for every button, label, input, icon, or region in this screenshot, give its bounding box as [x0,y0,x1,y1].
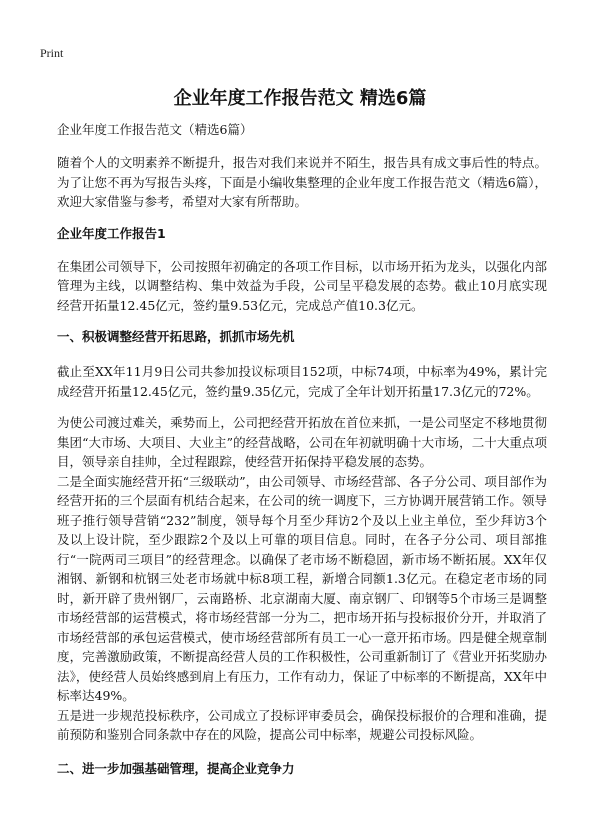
report1-intro-paragraph: 在集团公司领导下，公司按照年初确定的各项工作目标，以市场开拓为龙头，以强化内部管理为主线，以调整结构、集中效益为手段，公司呈平稳发展的态势。截止10月底实现经营开拓量12.45亿元，签约量9.53亿元，完成总产值10.3亿元。 [57,258,547,313]
section1-heading: 一、积极调整经营开拓思路，抓抓市场先机 [57,329,295,344]
section2-heading: 二、进一步加强基础管理，提高企业竞争力 [57,760,295,776]
intro-paragraph: 随着个人的文明素养不断提升，报告对我们来说并不陌生，报告具有成文事后性的特点。为了让您不再为写报告头疼，下面是小编收集整理的企业年度工作报告范文（精选6篇），欢迎大家借鉴与参考，希望对大家有所帮助。 [57,155,547,209]
article-body [57,120,547,792]
report1-heading: 企业年度工作报告1 [57,225,166,241]
section1-paragraph-1: 截止至XX年11月9日公司共参加投议标项目152项，中标74项，中标率为49%，累计完成经营开拓量12.45亿元，签约量9.35亿元，完成了全年计划开拓量17.3亿元的72%。 [57,364,547,399]
section1-paragraph-2-line-2: 二是全面实施经营开拓“三级联动”，由公司领导、市场经营部、各子分公司、项目部作为经营开拓的三个层面有机结合起来，在公司的统一调度下，三方协调开展营销工作。领导班子推行领导营销“232”制度，领导每个月至少拜访2个及以上业主单位，至少拜访3个及以上设计院，至少跟踪2个及以上可靠的项目信息。同时，在各子分公司、项目部推行“一院两司三项目”的经营理念。以确保了老市场不断稳固，新市场不断拓展。XX年仅湘钢、新钢和杭钢三处老市场就中标8项工程，新增合同额1.3亿元。在稳定老市场的同时，新开辟了贵州钢厂，云南路桥、北京湖南大厦、南京钢厂、印钢等5个市场三是调整市场经营部的运营模式，将市场经营部一分为二，把市场开拓与投标报价分开，并取消了市场经营部的承包运营模式，使市场经营部所有员工一心一意开拓市场。四是健全规章制度，完善激励政策，不断提高经营人员的工作积极性，公司重新制订了《营业开拓奖励办法》，使经营人员始终感到肩上有压力，工作有动力，保证了中标率的不断提高，XX年中标率达49%。 [57,473,547,703]
page-title: 企业年度工作报告范文 精选6篇 [173,88,427,109]
section1-paragraph-2-line-1: 为使公司渡过难关，乘势而上，公司把经营开拓放在首位来抓，一是公司坚定不移地贯彻集团“大市场、大项目、大业主”的经营战略，公司在年初就明确十大市场，二十大重点项目，领导亲自挂帅，全过程跟踪，使经营开拓保持平稳发展的态势。 [57,415,547,469]
article-subtitle: 企业年度工作报告范文（精选6篇） [57,122,253,137]
section1-paragraph-2-line-3: 五是进一步规范投标秩序，公司成立了投标评审委员会，确保投标报价的合理和准确，提前预防和鉴别合同条款中存在的风险，提高公司中标率，规避公司投标风险。 [57,707,547,742]
print-link[interactable]: Print [40,46,64,60]
